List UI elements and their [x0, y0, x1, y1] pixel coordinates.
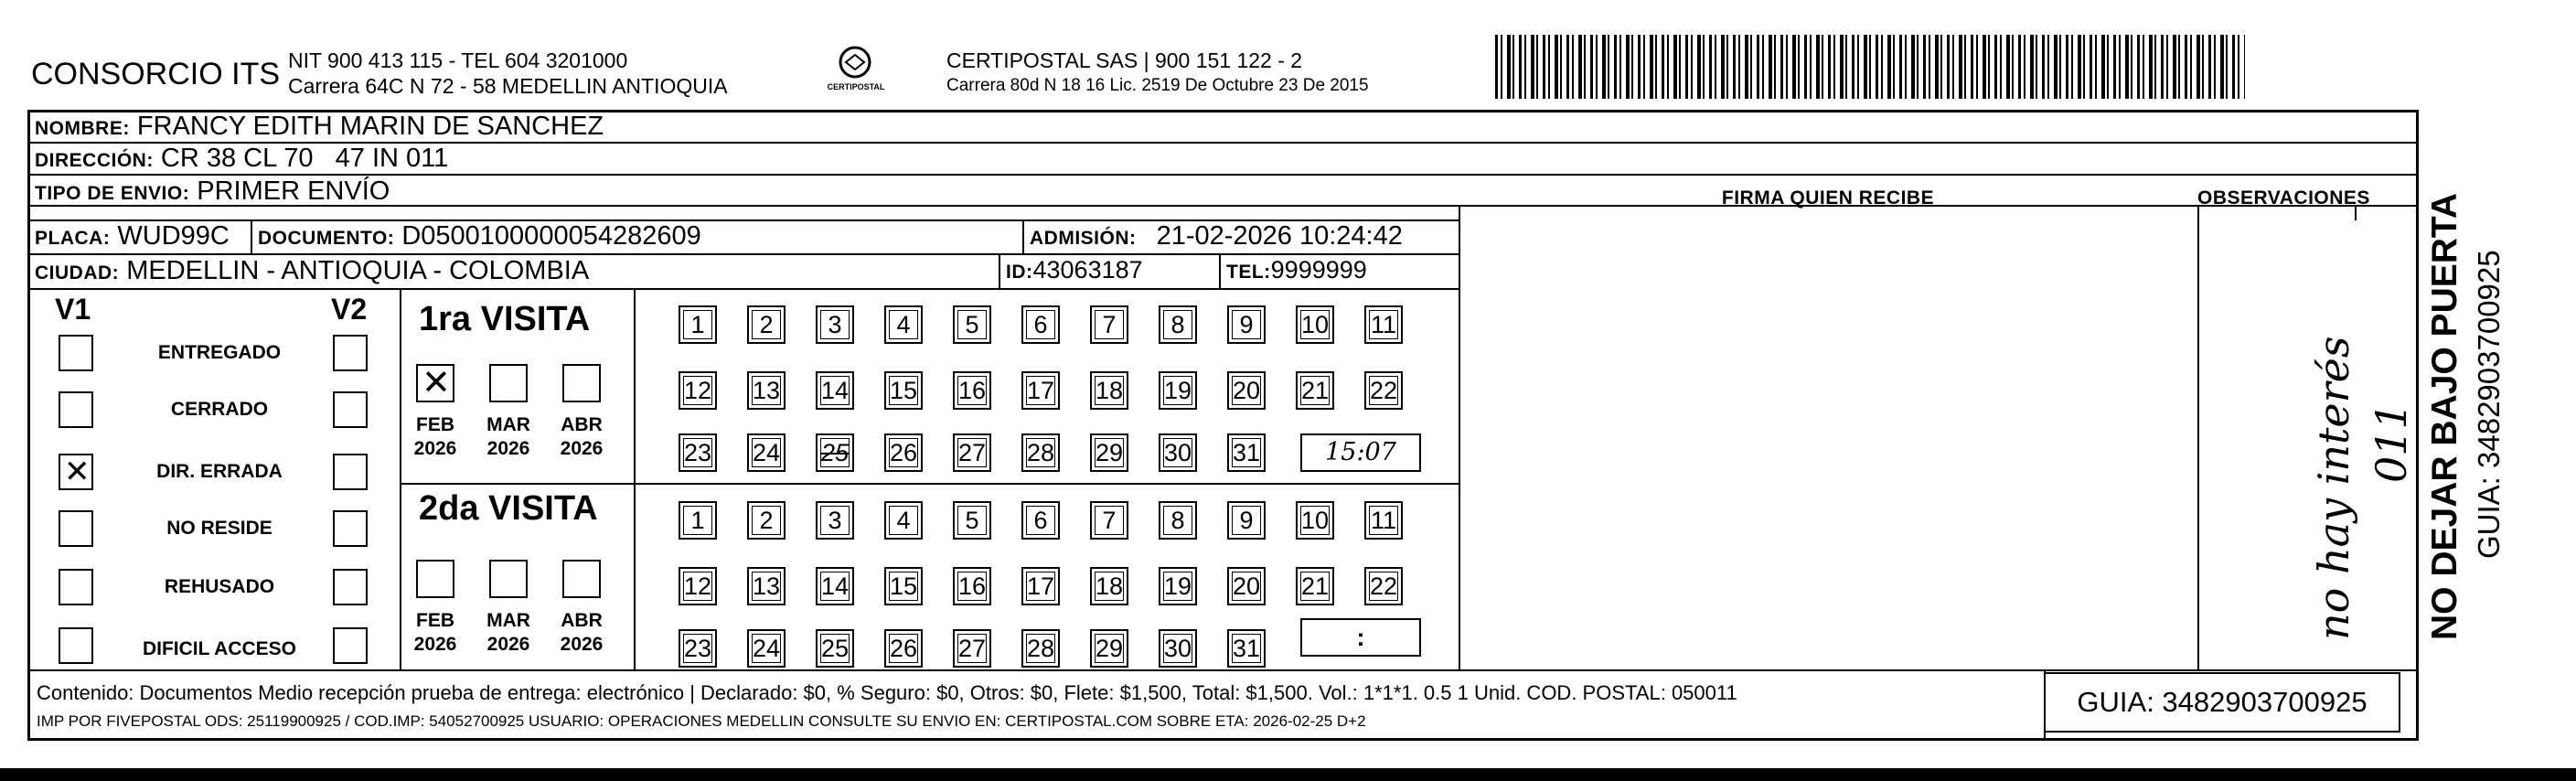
- visit1-day-1[interactable]: 1: [679, 305, 717, 344]
- status-label: DIR. ERRADA: [156, 461, 283, 482]
- direccion-label: DIRECCIÓN:: [35, 150, 154, 171]
- divider: [1219, 253, 1221, 288]
- firma-label: FIRMA QUIEN RECIBE: [1721, 187, 1935, 209]
- visit1-day-19[interactable]: 19: [1159, 371, 1197, 410]
- visit1-day-8[interactable]: 8: [1159, 305, 1197, 344]
- visit2-day-21[interactable]: 21: [1296, 567, 1334, 605]
- status-label: DIFICIL ACCESO: [142, 638, 296, 659]
- company-address: Carrera 64C N 72 - 58 MEDELLIN ANTIOQUIA: [288, 74, 728, 98]
- visit2-day-4[interactable]: 4: [884, 501, 923, 540]
- visit2-day-31[interactable]: 31: [1227, 629, 1266, 668]
- placa-value: WUD99C: [117, 221, 230, 251]
- visit1-day-15[interactable]: 15: [884, 371, 923, 410]
- no-dejar-bajo-puerta: NO DEJAR BAJO PUERTA: [2425, 192, 2464, 640]
- id-value: 43063187: [1032, 256, 1143, 284]
- visit1-day-13[interactable]: 13: [747, 371, 786, 410]
- observaciones-label: OBSERVACIONES: [2197, 187, 2370, 209]
- visit1-month-mar-box[interactable]: [489, 364, 528, 402]
- visit2-day-11[interactable]: 11: [1364, 501, 1403, 540]
- divider: [400, 483, 1459, 485]
- documento-label: DOCUMENTO:: [258, 228, 395, 249]
- v2-checkbox-no-reside[interactable]: [333, 510, 368, 547]
- month-year: 2026: [560, 634, 604, 655]
- admision-value: 21-02-2026 10:24:42: [1156, 221, 1403, 251]
- visit2-day-10[interactable]: 10: [1296, 501, 1334, 540]
- v1-checkbox-rehusado[interactable]: [59, 569, 93, 605]
- direccion-value: CR 38 CL 70 47 IN 011: [160, 144, 449, 173]
- visit2-title: 2da VISITA: [419, 489, 598, 528]
- visit2-day-13[interactable]: 13: [747, 567, 786, 605]
- visit1-time-field[interactable]: 15:07: [1300, 433, 1421, 472]
- v1-checkbox-dificil-acceso[interactable]: [59, 627, 93, 664]
- visit1-month-abr-box[interactable]: [562, 364, 601, 402]
- v1-checkbox-cerrado[interactable]: [59, 391, 93, 428]
- visit2-month-abr-box[interactable]: [562, 560, 601, 598]
- visit2-day-8[interactable]: 8: [1159, 501, 1197, 540]
- visit1-day-7[interactable]: 7: [1090, 305, 1128, 344]
- visit2-day-18[interactable]: 18: [1090, 567, 1128, 605]
- visit1-day-9[interactable]: 9: [1227, 305, 1266, 344]
- certipostal-logo: [823, 42, 887, 106]
- visit1-month-mar-label: [476, 413, 540, 461]
- visit2-day-19[interactable]: 19: [1159, 567, 1197, 605]
- v2-checkbox-rehusado[interactable]: [333, 569, 368, 605]
- month-name: FEB: [416, 610, 454, 631]
- certipostal-line: CERTIPOSTAL SAS | 900 151 122 - 2: [946, 48, 1303, 72]
- id-label: ID:: [1006, 262, 1033, 283]
- tipo-row: [35, 177, 390, 207]
- visit1-day-2[interactable]: 2: [747, 305, 786, 344]
- nit-line: NIT 900 413 115 - TEL 604 3201000: [288, 48, 628, 72]
- month-name: ABR: [561, 414, 603, 435]
- tel-value: 9999999: [1270, 256, 1367, 284]
- divider: [1459, 205, 1460, 669]
- month-name: FEB: [416, 414, 454, 435]
- visit2-day-9[interactable]: 9: [1227, 501, 1266, 540]
- visit2-day-27[interactable]: 27: [953, 629, 991, 668]
- visit2-month-feb-box[interactable]: [416, 560, 454, 598]
- month-year: 2026: [413, 634, 457, 655]
- visit1-title: 1ra VISITA: [419, 300, 591, 338]
- visit1-month-feb-label: [403, 413, 467, 461]
- tipo-label: TIPO DE ENVIO:: [35, 183, 190, 204]
- visit2-month-abr-label: [550, 609, 614, 657]
- visit1-day-4[interactable]: 4: [884, 305, 923, 344]
- visit1-day-6[interactable]: 6: [1021, 305, 1060, 344]
- divider: [634, 288, 636, 669]
- nombre-label: NOMBRE:: [35, 118, 130, 139]
- observaciones-handwriting-2: 011: [2367, 402, 2416, 483]
- barcode: [1495, 35, 2245, 99]
- divider: [27, 288, 1459, 290]
- nombre-row: [35, 112, 604, 142]
- visit1-day-28[interactable]: 28: [1021, 433, 1060, 472]
- v2-label: V2: [331, 293, 368, 326]
- placa-cell: [35, 221, 230, 251]
- month-year: 2026: [486, 438, 530, 459]
- tipo-value: PRIMER ENVÍO: [197, 177, 390, 206]
- logo-text: CERTIPOSTAL: [827, 82, 885, 91]
- divider: [27, 253, 1459, 255]
- divider: [251, 219, 252, 253]
- visit2-month-mar-box[interactable]: [489, 560, 528, 598]
- month-year: 2026: [486, 634, 530, 655]
- divider: [27, 174, 2419, 176]
- visit1-day-22[interactable]: 22: [1364, 371, 1403, 410]
- visit2-day-3[interactable]: 3: [816, 501, 854, 540]
- visit2-day-22[interactable]: 22: [1364, 567, 1403, 605]
- documento-value: D0500100000054282609: [401, 221, 701, 251]
- v2-checkbox-cerrado[interactable]: [333, 391, 368, 428]
- visit1-day-10[interactable]: 10: [1296, 305, 1334, 344]
- visit1-day-11[interactable]: 11: [1364, 305, 1403, 344]
- visit1-day-3[interactable]: 3: [816, 305, 854, 344]
- v1-label: V1: [55, 293, 91, 326]
- visit2-day-23[interactable]: 23: [679, 629, 717, 668]
- visit1-day-31[interactable]: 31: [1227, 433, 1266, 472]
- visit2-day-29[interactable]: 29: [1090, 629, 1128, 668]
- status-label: CERRADO: [170, 399, 269, 420]
- admision-label: ADMISIÓN:: [1030, 228, 1137, 249]
- footer-imp: IMP POR FIVEPOSTAL ODS: 25119900925 / COD.IMP: 54052700925 USUARIO: OPERACIONES MEDELLIN CONSULTE SU ENVIO EN: CERTIPOSTAL.COM SOBRE ETA: 2026-02-25 D+2: [37, 712, 1366, 730]
- id-cell: [1006, 256, 1143, 284]
- visit1-day-25[interactable]: 25: [816, 433, 854, 472]
- nombre-value: FRANCY EDITH MARIN DE SANCHEZ: [136, 112, 604, 141]
- visit2-time-field[interactable]: :: [1300, 618, 1421, 657]
- month-name: MAR: [486, 610, 530, 631]
- visit2-day-24[interactable]: 24: [747, 629, 786, 668]
- visit1-day-17[interactable]: 17: [1021, 371, 1060, 410]
- v1-checkbox-entregado[interactable]: [59, 335, 93, 371]
- v2-checkbox-entregado[interactable]: [333, 335, 368, 371]
- divider: [999, 253, 1000, 288]
- visit2-day-30[interactable]: 30: [1159, 629, 1197, 668]
- visit2-day-6[interactable]: 6: [1021, 501, 1060, 540]
- observaciones-handwriting-1: no hay interés: [2309, 336, 2358, 640]
- v1-checkbox-no-reside[interactable]: [59, 510, 93, 547]
- visit2-day-5[interactable]: 5: [953, 501, 991, 540]
- footer-contenido: Contenido: Documentos Medio recepción prueba de entrega: electrónico | Declarado: $0, % Seguro: $0, Otros: $0, Flete: $1,500, Total: $1,500. Vol.: 1*1*1. 0.5 1 Unid. COD. POSTAL: 050011: [37, 681, 1737, 704]
- visit1-day-12[interactable]: 12: [679, 371, 717, 410]
- visit1-day-24[interactable]: 24: [747, 433, 786, 472]
- divider: [27, 669, 2419, 671]
- status-label: REHUSADO: [164, 576, 275, 597]
- certipostal-info: [946, 48, 1369, 99]
- visit1-month-feb-box[interactable]: [416, 364, 454, 402]
- company-info: [288, 48, 728, 99]
- visit2-day-26[interactable]: 26: [884, 629, 923, 668]
- status-label: NO RESIDE: [166, 518, 273, 539]
- visit2-day-25[interactable]: 25: [816, 629, 854, 668]
- v2-checkbox-dir-errada[interactable]: [333, 454, 368, 490]
- visit1-day-5[interactable]: 5: [953, 305, 991, 344]
- visit2-day-17[interactable]: 17: [1021, 567, 1060, 605]
- direccion-row: [35, 144, 448, 174]
- placa-label: PLACA:: [35, 228, 111, 249]
- visit1-day-16[interactable]: 16: [953, 371, 991, 410]
- visit1-day-14[interactable]: 14: [816, 371, 854, 410]
- visit1-day-30[interactable]: 30: [1159, 433, 1197, 472]
- admision-cell: [1030, 221, 1403, 251]
- documento-cell: [258, 221, 701, 251]
- visit2-day-7[interactable]: 7: [1090, 501, 1128, 540]
- ciudad-label: CIUDAD:: [35, 262, 120, 284]
- visit1-day-29[interactable]: 29: [1090, 433, 1128, 472]
- visit1-day-26[interactable]: 26: [884, 433, 923, 472]
- divider: [400, 288, 401, 669]
- tel-cell: [1226, 256, 1367, 284]
- divider: [2197, 205, 2199, 669]
- visit1-day-20[interactable]: 20: [1227, 371, 1266, 410]
- bottom-edge: [0, 768, 2576, 781]
- side-guia: GUIA: 3482903700925: [2472, 250, 2506, 559]
- ciudad-cell: [35, 256, 589, 286]
- ciudad-value: MEDELLIN - ANTIOQUIA - COLOMBIA: [126, 256, 590, 285]
- tel-label: TEL:: [1226, 262, 1271, 283]
- certipostal-address: Carrera 80d N 18 16 Lic. 2519 De Octubre 23 De 2015: [946, 76, 1369, 95]
- month-name: ABR: [561, 610, 603, 631]
- footer-guia: GUIA: 3482903700925: [2044, 672, 2400, 733]
- month-year: 2026: [560, 438, 604, 459]
- visit2-day-28[interactable]: 28: [1021, 629, 1060, 668]
- visit2-month-mar-label: [476, 609, 540, 657]
- visit1-day-27[interactable]: 27: [953, 433, 991, 472]
- visit2-day-20[interactable]: 20: [1227, 567, 1266, 605]
- divider: [1022, 219, 1024, 253]
- month-name: MAR: [486, 414, 530, 435]
- visit2-day-12[interactable]: 12: [679, 567, 717, 605]
- visit1-day-23[interactable]: 23: [679, 433, 717, 472]
- v1-checkbox-dir-errada[interactable]: [59, 454, 93, 490]
- visit2-month-feb-label: [403, 609, 467, 657]
- month-year: 2026: [413, 438, 457, 459]
- visit2-day-15[interactable]: 15: [884, 567, 923, 605]
- visit2-day-1[interactable]: 1: [679, 501, 717, 540]
- visit1-day-18[interactable]: 18: [1090, 371, 1128, 410]
- visit2-day-2[interactable]: 2: [747, 501, 786, 540]
- visit1-month-abr-label: [550, 413, 614, 461]
- status-label: ENTREGADO: [157, 342, 282, 363]
- v2-checkbox-dificil-acceso[interactable]: [333, 627, 368, 664]
- visit2-day-16[interactable]: 16: [953, 567, 991, 605]
- visit2-day-14[interactable]: 14: [816, 567, 854, 605]
- company-name: CONSORCIO ITS: [31, 57, 281, 91]
- visit1-day-21[interactable]: 21: [1296, 371, 1334, 410]
